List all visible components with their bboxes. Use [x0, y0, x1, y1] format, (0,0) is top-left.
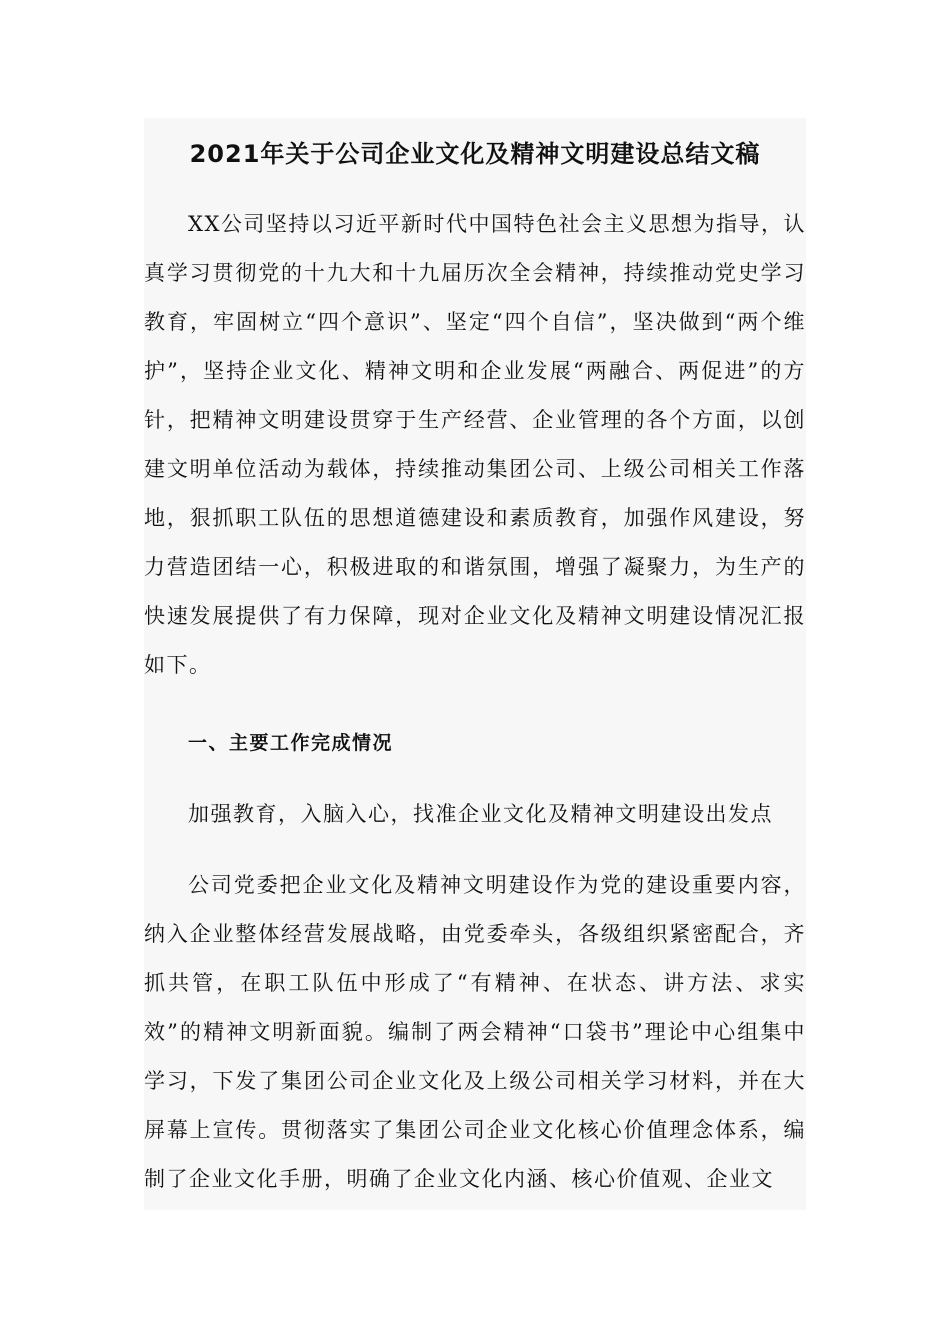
section-heading: 一、主要工作完成情况: [188, 732, 394, 754]
section-subheading: 加强教育，入脑入心，找准企业文化及精神文明建设出发点: [188, 802, 773, 826]
section-body-paragraph: 公司党委把企业文化及精神文明建设作为党的建设重要内容，纳入企业整体经营发展战略，由党委牵头，各级组织紧密配合，齐抓共管，在职工队伍中形成了“有精神、在状态、讲方法、求实效”的精神文明新面貌。编制了两会精神“口袋书”理论中心组集中学习，下发了集团公司企业文化及上级公司相关学习材料，并在大屏幕上宣传。贯彻落实了集团公司企业文化核心价值理念体系，编制了企业文化手册，明确了企业文化内涵、核心价值观、企业文: [144, 873, 806, 1191]
document-page: [144, 118, 806, 1210]
document-title: 2021年关于公司企业文化及精神文明建设总结文稿: [189, 140, 761, 168]
intro-paragraph: XX公司坚持以习近平新时代中国特色社会主义思想为指导，认真学习贯彻党的十九大和十九届历次全会精神，持续推动党史学习教育，牢固树立“四个意识”、坚定“四个自信”，坚决做到“两个维护”，坚持企业文化、精神文明和企业发展“两融合、两促进”的方针，把精神文明建设贯穿于生产经营、企业管理的各个方面，以创建文明单位活动为载体，持续推动集团公司、上级公司相关工作落地，狠抓职工队伍的思想道德建设和素质教育，加强作风建设，努力营造团结一心，积极进取的和谐氛围，增强了凝聚力，为生产的快速发展提供了有力保障，现对企业文化及精神文明建设情况汇报如下。: [144, 212, 806, 677]
